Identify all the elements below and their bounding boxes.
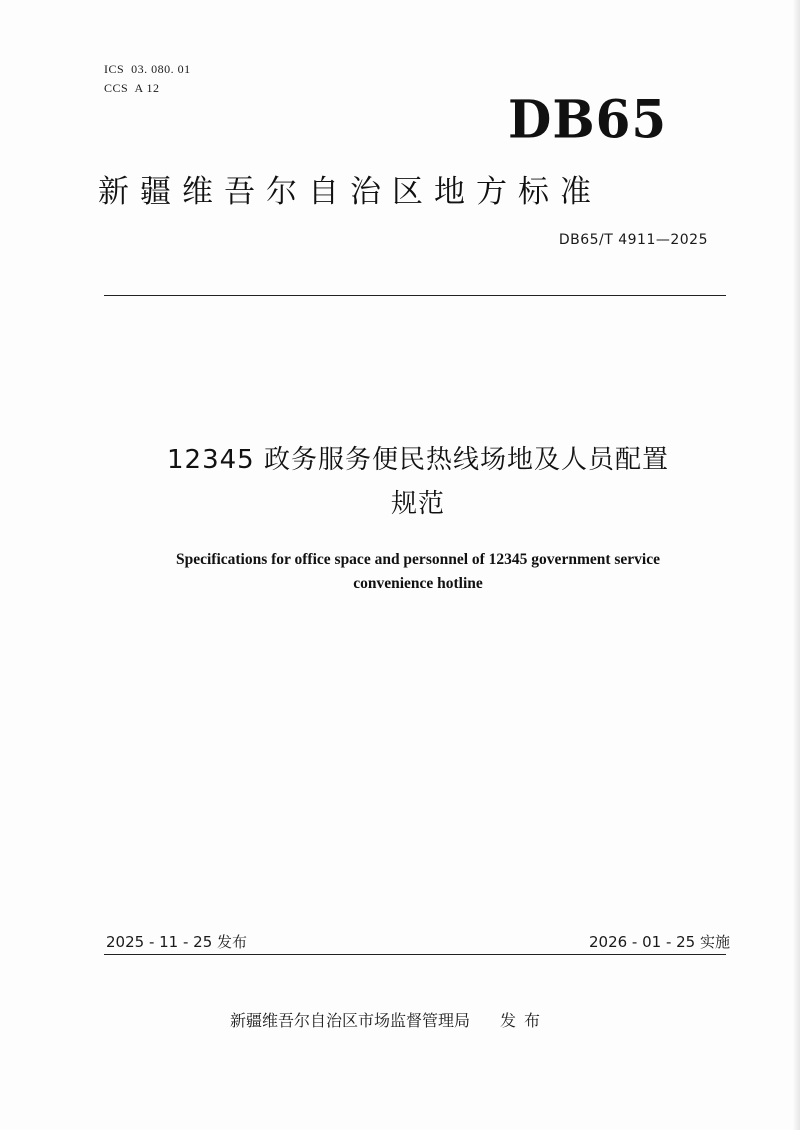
standard-number: DB65/T 4911—2025 [558,232,708,248]
ics-code: ICS 03. 080. 01 [104,62,191,76]
top-divider [104,295,726,296]
issue-date: 2025 - 11 - 25 发布 [106,933,248,951]
document-title-english [0,548,800,596]
db65-logo: DB65 [508,88,668,150]
implementation-date: 2026 - 01 - 25 实施 [588,933,730,951]
title-cn-line-2: 规范 [390,489,445,519]
standard-category-title: 新疆维吾尔自治区地方标准 [98,174,602,210]
title-en-line-1: Specifications for office space and personnel of 12345 government service [175,551,660,568]
publisher-name: 新疆维吾尔自治区市场监督管理局 [230,1011,471,1030]
document-title-chinese [0,438,800,526]
title-cn-line-1: 12345 政务服务便民热线场地及人员配置 [167,445,669,475]
bottom-divider [104,954,726,955]
ccs-code: CCS A 12 [104,81,160,95]
classification-codes [104,60,191,98]
publish-action: 发布 [500,1011,549,1030]
title-en-line-2: convenience hotline [353,575,483,592]
publisher-line [230,1008,548,1031]
